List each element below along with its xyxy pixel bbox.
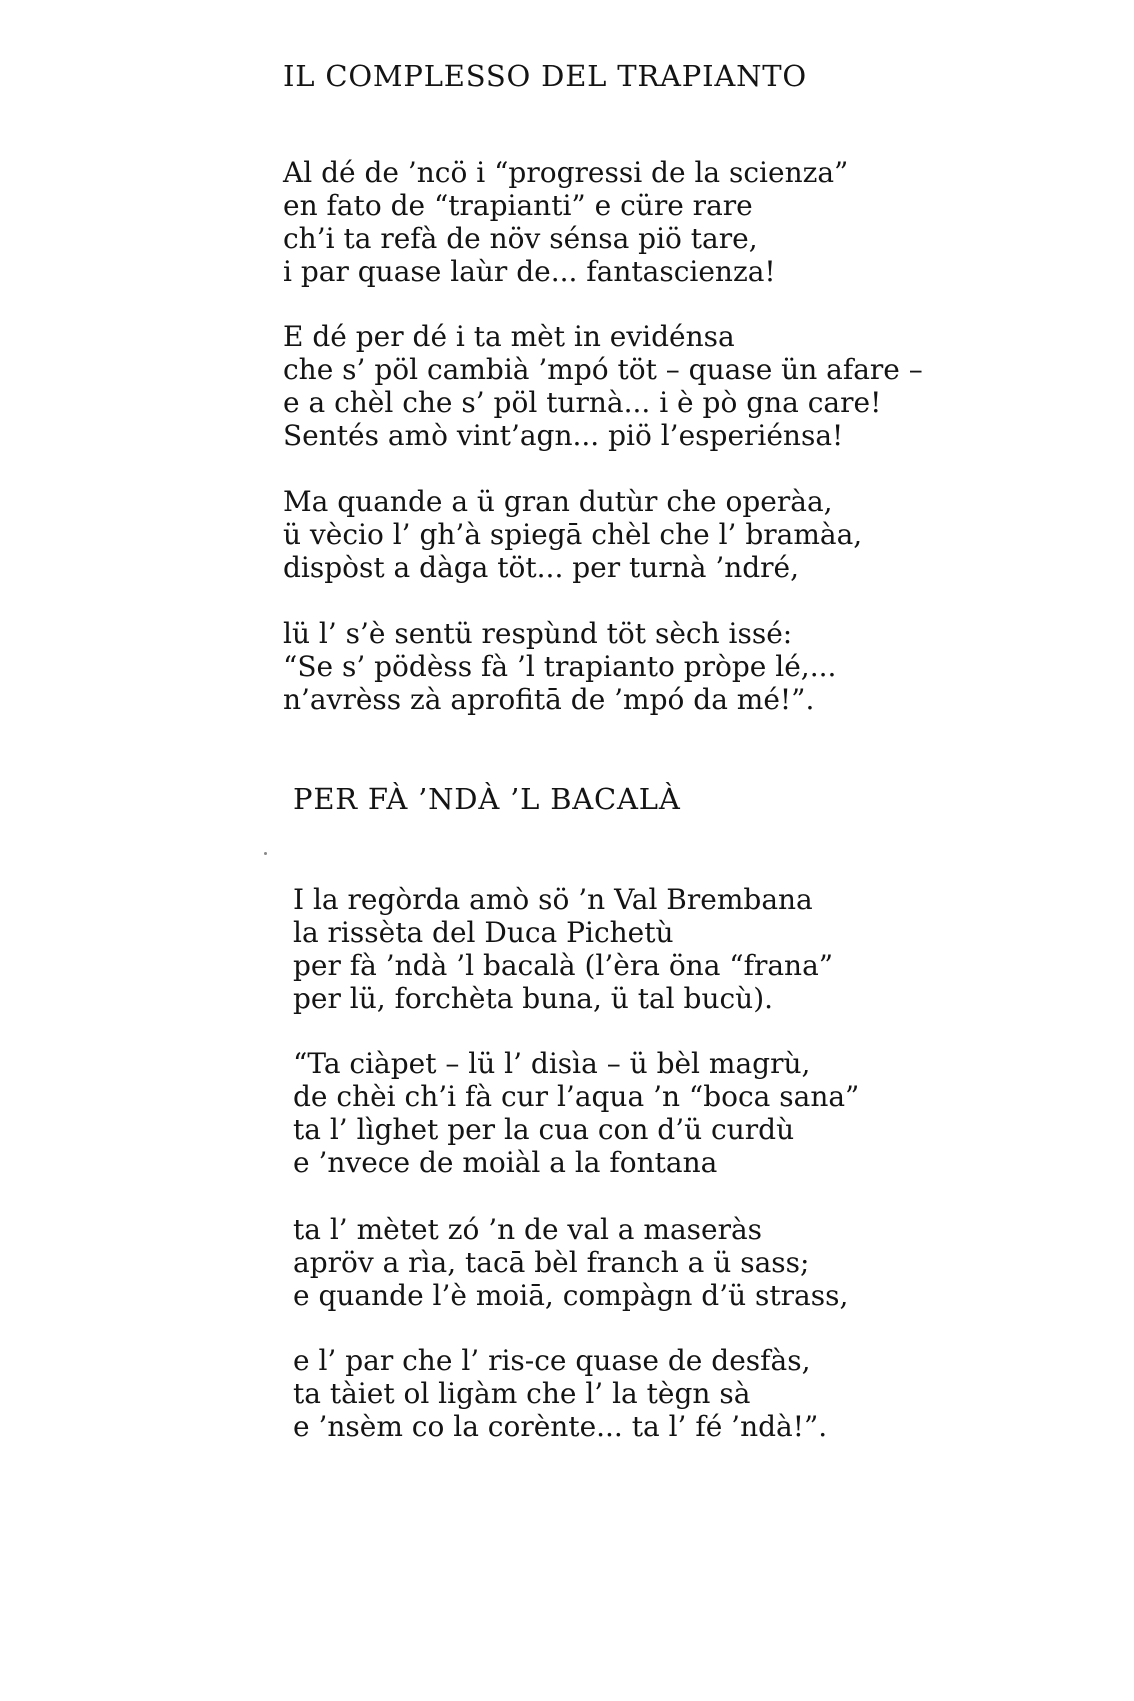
verse-line: ch’i ta refà de növ sénsa piö tare, bbox=[283, 222, 758, 255]
verse-line: Al dé de ’ncö i “progressi de la scienza” bbox=[283, 156, 849, 189]
scan-speck bbox=[264, 852, 267, 855]
verse-line: per fà ’ndà ’l bacalà (l’èra öna “frana” bbox=[293, 949, 834, 982]
verse-line: dispòst a dàga töt... per turnà ’ndré, bbox=[283, 551, 800, 584]
verse-line: Sentés amò vint’agn... piö l’esperiénsa! bbox=[283, 419, 844, 452]
verse-line: ta l’ lìghet per la cua con d’ü curdù bbox=[293, 1113, 795, 1146]
verse-line: e ’nvece de moiàl a la fontana bbox=[293, 1146, 718, 1179]
verse-line: i par quase laùr de... fantascienza! bbox=[283, 255, 776, 288]
verse-line: per lü, forchèta buna, ü tal bucù). bbox=[293, 982, 774, 1015]
verse-line: e a chèl che s’ pöl turnà... i è pò gna care! bbox=[283, 386, 882, 419]
poem-1-title: IL COMPLESSO DEL TRAPIANTO bbox=[283, 59, 807, 93]
poem-2-title: PER FÀ ’NDÀ ’L BACALÀ bbox=[293, 782, 681, 816]
verse-line: ta l’ mètet zó ’n de val a maseràs bbox=[293, 1213, 763, 1246]
verse-line: lü l’ s’è sentü respùnd töt sèch issé: bbox=[283, 617, 793, 650]
verse-line: E dé per dé i ta mèt in evidénsa bbox=[283, 320, 735, 353]
verse-line: la rissèta del Duca Pichetù bbox=[293, 916, 674, 949]
verse-line: e quande l’è moiā, compàgn d’ü strass, bbox=[293, 1279, 849, 1312]
verse-line: “Ta ciàpet – lü l’ disìa – ü bèl magrù, bbox=[293, 1047, 811, 1080]
verse-line: “Se s’ pödèss fà ’l trapianto pròpe lé,... bbox=[283, 650, 837, 683]
verse-line: Ma quande a ü gran dutùr che operàa, bbox=[283, 485, 833, 518]
verse-line: apröv a rìa, tacā bèl franch a ü sass; bbox=[293, 1246, 810, 1279]
verse-line: ta tàiet ol ligàm che l’ la tègn sà bbox=[293, 1377, 751, 1410]
verse-line: ü vècio l’ gh’à spiegā chèl che l’ bramàa, bbox=[283, 518, 863, 551]
verse-line: I la regòrda amò sö ’n Val Brembana bbox=[293, 883, 813, 916]
verse-line: en fato de “trapianti” e cüre rare bbox=[283, 189, 753, 222]
verse-line: e ’nsèm co la corènte... ta l’ fé ’ndà!”. bbox=[293, 1410, 828, 1443]
verse-line: e l’ par che l’ ris-ce quase de desfàs, bbox=[293, 1344, 811, 1377]
verse-line: de chèi ch’i fà cur l’aqua ’n “boca sana” bbox=[293, 1080, 860, 1113]
verse-line: che s’ pöl cambià ’mpó töt – quase ün afare – bbox=[283, 353, 923, 386]
verse-line: n’avrèss zà aprofitā de ’mpó da mé!”. bbox=[283, 683, 815, 716]
